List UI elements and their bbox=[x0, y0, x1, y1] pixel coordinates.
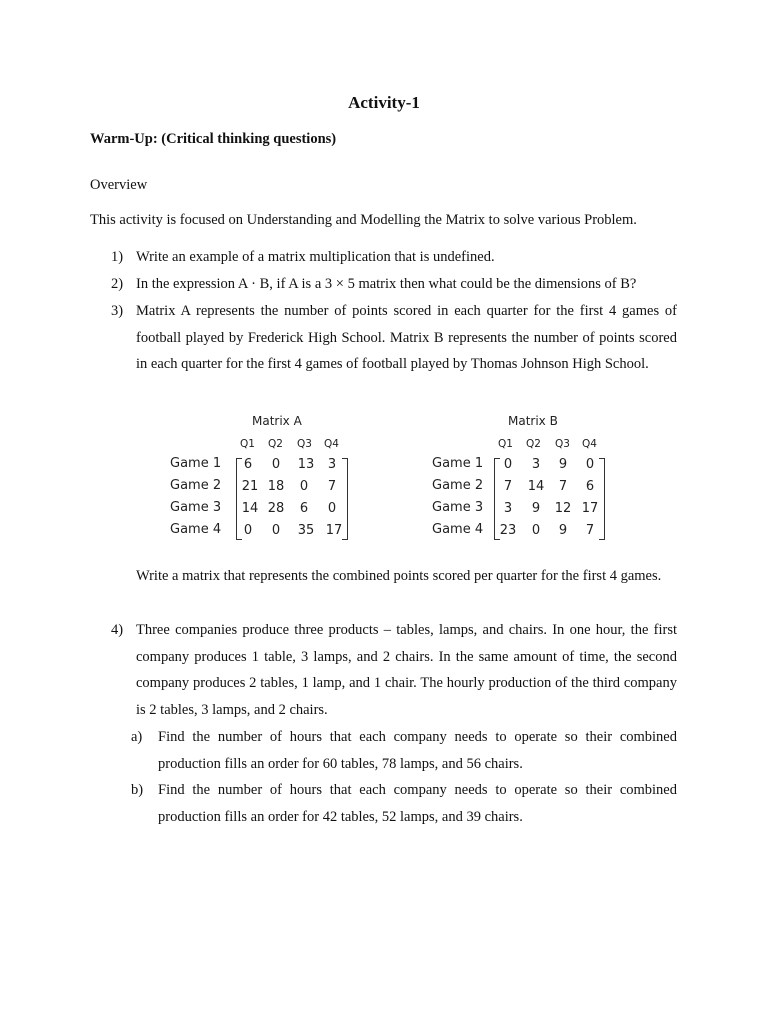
matrix-cell: 12 bbox=[554, 501, 572, 516]
matrix-a-figure bbox=[170, 414, 370, 544]
column-header: Q1 bbox=[498, 438, 513, 450]
question-text: Three companies produce three products – tables, lamps, and chairs. In one hour, the first company produces 1 table, 3 lamps, and 2 chairs. In the same amount of time, the second company produces 2 tables, 1 lamp, and 1 chair. The hourly production of the third company is 2 tables, 3 lamps, and 2 chairs. bbox=[136, 622, 677, 719]
matrix-cell: 7 bbox=[585, 523, 595, 538]
matrix-title: Matrix B bbox=[508, 414, 558, 428]
subquestion-line: Find the number of hours that each company needs to operate so their combined bbox=[158, 782, 677, 798]
intro-paragraph: This activity is focused on Understanding and Modelling the Matrix to solve various Problem. bbox=[90, 212, 637, 228]
matrix-cell: 7 bbox=[327, 479, 337, 494]
matrix-cell: 3 bbox=[531, 457, 541, 472]
matrix-cell: 0 bbox=[585, 457, 595, 472]
section-subtitle: Warm-Up: (Critical thinking questions) bbox=[90, 131, 337, 147]
subquestion-a bbox=[131, 724, 677, 777]
matrix-cell: 7 bbox=[558, 479, 568, 494]
matrix-cell: 35 bbox=[297, 523, 315, 538]
question-text: In the expression A · B, if A is a 3 × 5 matrix then what could be the dimensions of B? bbox=[136, 276, 637, 292]
matrix-cell: 3 bbox=[327, 457, 337, 472]
matrix-cell: 28 bbox=[267, 501, 285, 516]
question-3 bbox=[111, 298, 677, 378]
matrix-cell: 3 bbox=[503, 501, 513, 516]
column-header: Q2 bbox=[526, 438, 541, 450]
question-number: 4) bbox=[111, 622, 124, 638]
column-header: Q4 bbox=[324, 438, 339, 450]
row-label: Game 3 bbox=[170, 500, 222, 515]
question-4 bbox=[111, 617, 677, 724]
matrix-cell: 9 bbox=[558, 523, 568, 538]
matrix-cell: 6 bbox=[243, 457, 253, 472]
question-number: 3) bbox=[111, 303, 124, 319]
matrix-cell: 0 bbox=[271, 523, 281, 538]
subquestion-letter: b) bbox=[131, 782, 144, 798]
row-label: Game 4 bbox=[170, 522, 222, 537]
row-label: Game 1 bbox=[432, 456, 484, 471]
question-2 bbox=[111, 271, 677, 298]
matrix-cell: 14 bbox=[527, 479, 545, 494]
matrix-cell: 17 bbox=[325, 523, 343, 538]
matrix-cell: 9 bbox=[558, 457, 568, 472]
subquestion-line: production fills an order for 60 tables, 78 lamps, and 56 chairs. bbox=[158, 755, 523, 772]
subquestion-line: production fills an order for 42 tables, 52 lamps, and 39 chairs. bbox=[158, 808, 523, 825]
matrix-cell: 0 bbox=[299, 479, 309, 494]
column-header: Q1 bbox=[240, 438, 255, 450]
row-label: Game 2 bbox=[432, 478, 484, 493]
question-3-followup bbox=[111, 563, 677, 590]
matrix-cell: 14 bbox=[241, 501, 259, 516]
column-header: Q2 bbox=[268, 438, 283, 450]
row-label: Game 3 bbox=[432, 500, 484, 515]
row-label: Game 2 bbox=[170, 478, 222, 493]
row-label: Game 1 bbox=[170, 456, 222, 471]
matrix-cell: 21 bbox=[241, 479, 259, 494]
matrix-b-figure bbox=[432, 414, 622, 544]
matrix-cell: 13 bbox=[297, 457, 315, 472]
matrix-cell: 23 bbox=[499, 523, 517, 538]
matrix-cell: 7 bbox=[503, 479, 513, 494]
matrix-cell: 0 bbox=[243, 523, 253, 538]
matrix-cell: 17 bbox=[581, 501, 599, 516]
matrix-cell: 0 bbox=[327, 501, 337, 516]
matrix-cell: 9 bbox=[531, 501, 541, 516]
subquestion-b bbox=[131, 777, 677, 830]
page-title: Activity-1 bbox=[348, 93, 420, 112]
followup-text: Write a matrix that represents the combined points scored per quarter for the first 4 games. bbox=[136, 568, 662, 584]
matrix-cell: 6 bbox=[585, 479, 595, 494]
matrix-cell: 0 bbox=[271, 457, 281, 472]
question-number: 1) bbox=[111, 249, 124, 265]
question-text: Write an example of a matrix multiplication that is undefined. bbox=[136, 249, 495, 265]
question-number: 2) bbox=[111, 276, 124, 292]
matrix-cell: 0 bbox=[531, 523, 541, 538]
subquestion-letter: a) bbox=[131, 729, 143, 745]
question-text: Matrix A represents the number of points scored in each quarter for the first 4 games of football played by Frederick High School. Matrix B represents the number of points scored in each quarter for the first 4 games of football played by Thomas Johnson High School. bbox=[136, 303, 677, 373]
overview-heading: Overview bbox=[90, 177, 148, 193]
column-header: Q3 bbox=[555, 438, 570, 450]
question-1 bbox=[111, 244, 677, 271]
matrix-cell: 18 bbox=[267, 479, 285, 494]
column-header: Q3 bbox=[297, 438, 312, 450]
row-label: Game 4 bbox=[432, 522, 484, 537]
subquestion-line: Find the number of hours that each company needs to operate so their combined bbox=[158, 729, 677, 745]
column-header: Q4 bbox=[582, 438, 597, 450]
matrix-title: Matrix A bbox=[252, 414, 302, 428]
matrix-cell: 0 bbox=[503, 457, 513, 472]
matrix-cell: 6 bbox=[299, 501, 309, 516]
